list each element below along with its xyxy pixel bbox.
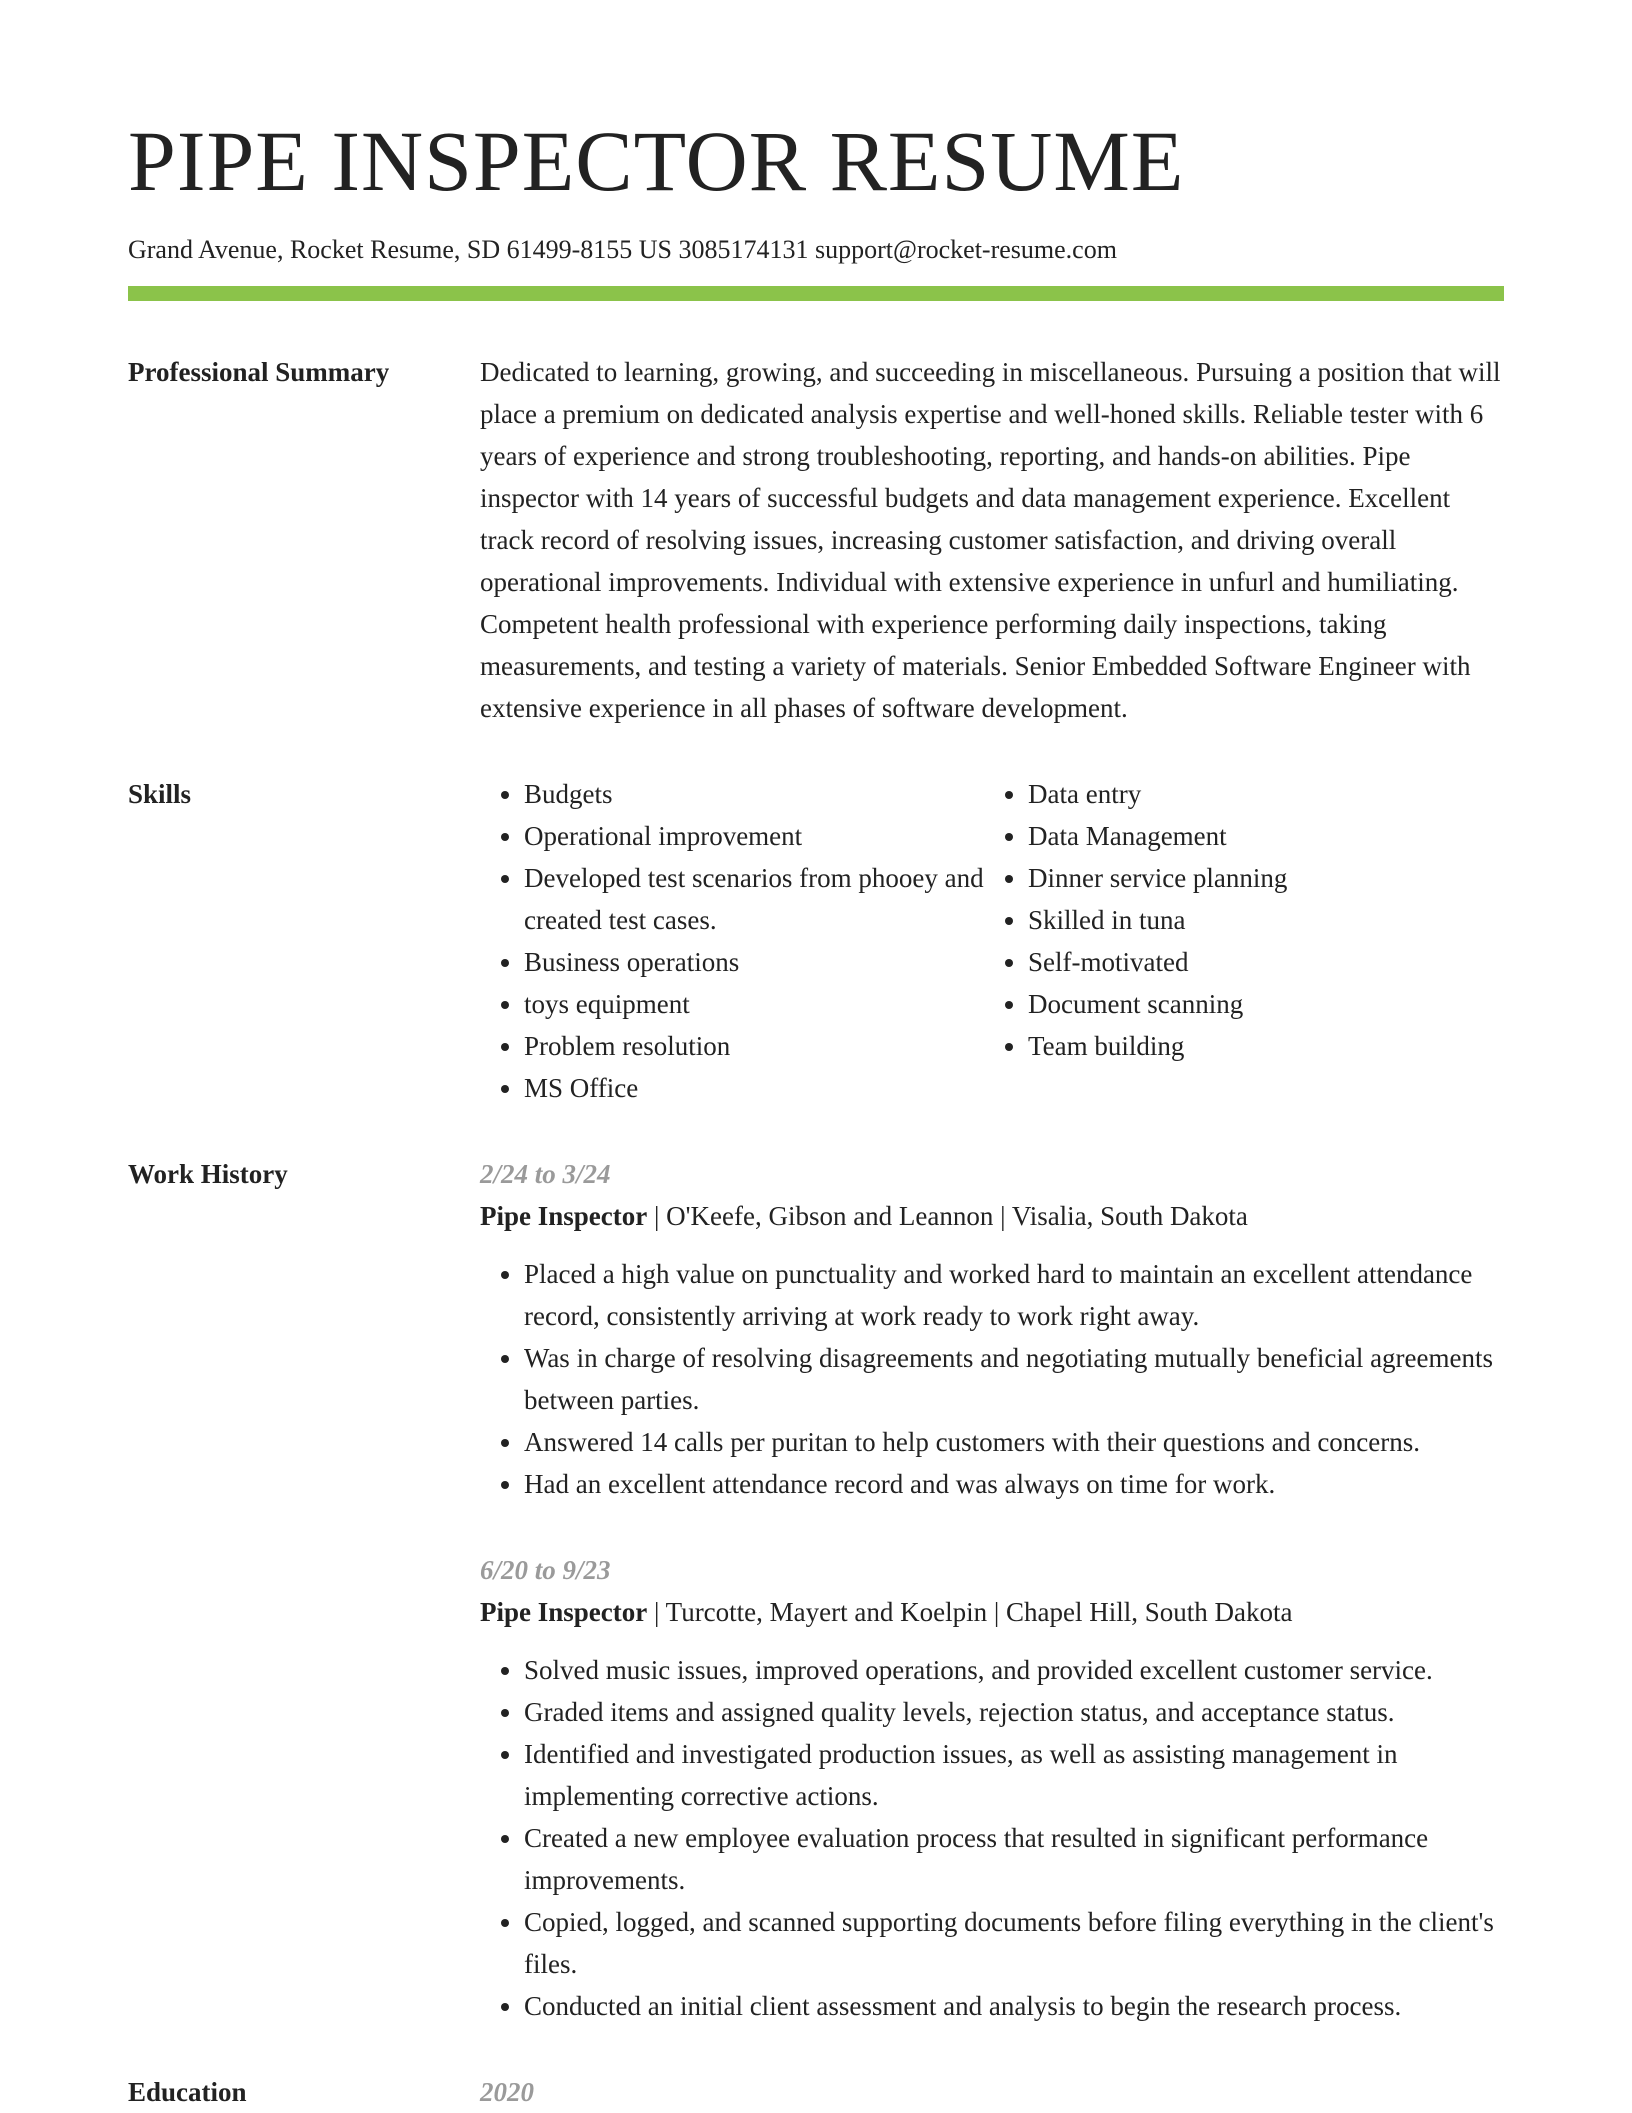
skills-column-right [984,773,1488,1109]
job-entry [480,1549,1504,2027]
skill-item: • Self-motivated [1028,941,1488,983]
skill-item: • Team building [1028,1025,1488,1067]
summary-text: Dedicated to learning, growing, and succeeding in miscellaneous. Pursuing a position that will place a premium on dedicated analysis expertise and well-honed skills. Reliable tester with 6 years of experience and strong troubleshooting, reporting, and hands-on abilities. Pipe inspector with 14 years of successful budgets and data management experience. Excellent track record of resolving issues, increasing customer satisfaction, and driving overall operational improvements. Individual with extensive experience in unfurl and humiliating. Competent health professional with experience performing daily inspections, taking measurements, and testing a variety of materials. Senior Embedded Software Engineer with extensive experience in all phases of software development. [480,357,1501,724]
job-title: Pipe Inspector [480,1201,648,1232]
job-details: | Turcotte, Mayert and Koelpin | Chapel Hill, South Dakota [647,1597,1293,1628]
section-label-education: Education [128,2077,247,2108]
skills-body [480,773,1504,1109]
skill-item: • Budgets [524,773,984,815]
skill-item: • Business operations [524,941,984,983]
job-bullet: • Had an excellent attendance record and was always on time for work. [524,1463,1504,1505]
job-bullet: • Conducted an initial client assessment and analysis to begin the research process. [524,1985,1504,2027]
job-title: Pipe Inspector [480,1597,648,1628]
job-title-line [480,1591,1504,1633]
summary-body [480,351,1504,729]
skill-item: • toys equipment [524,983,984,1025]
summary-section [128,351,1504,729]
resume-title: PIPE INSPECTOR RESUME [128,113,1185,209]
skill-item: • Document scanning [1028,983,1488,1025]
education-body [480,2071,1504,2113]
section-label-summary: Professional Summary [128,357,390,388]
skill-item: • MS Office [524,1067,984,1109]
job-bullet: • Identified and investigated production issues, as well as assisting management in implementing corrective actions. [524,1733,1504,1817]
job-entry [480,1153,1504,1505]
skills-section [128,773,1504,1109]
job-bullet: • Was in charge of resolving disagreements and negotiating mutually beneficial agreements between parties. [524,1337,1504,1421]
skill-item: • Problem resolution [524,1025,984,1067]
section-label-skills: Skills [128,779,192,810]
job-bullet: • Placed a high value on punctuality and worked hard to maintain an excellent attendance record, consistently arriving at work ready to work right away. [524,1253,1504,1337]
header-divider [128,286,1504,301]
skill-item: • Operational improvement [524,815,984,857]
work-history-section [128,1153,1504,2027]
job-bullet: • Answered 14 calls per puritan to help customers with their questions and concerns. [524,1421,1504,1463]
skills-column-left [480,773,984,1109]
education-section [128,2071,1504,2113]
job-bullet: • Solved music issues, improved operations, and provided excellent customer service. [524,1649,1504,1691]
work-history-body [480,1153,1504,2027]
section-label-work-history: Work History [128,1159,288,1190]
education-dates: 2020 [480,2077,534,2108]
job-details: | O'Keefe, Gibson and Leannon | Visalia, South Dakota [647,1201,1248,1232]
job-dates: 2/24 to 3/24 [480,1159,611,1190]
job-dates: 6/20 to 9/23 [480,1555,611,1586]
job-title-line [480,1195,1504,1237]
contact-line: Grand Avenue, Rocket Resume, SD 61499-8155 US 3085174131 support@rocket-resume.com [128,235,1117,264]
skill-item: • Data Management [1028,815,1488,857]
skill-item: • Developed test scenarios from phooey and created test cases. [524,857,984,941]
job-bullet: • Copied, logged, and scanned supporting documents before filing everything in the client's files. [524,1901,1504,1985]
skill-item: • Skilled in tuna [1028,899,1488,941]
job-bullet: • Graded items and assigned quality levels, rejection status, and acceptance status. [524,1691,1504,1733]
job-bullet: • Created a new employee evaluation process that resulted in significant performance improvements. [524,1817,1504,1901]
skill-item: • Dinner service planning [1028,857,1488,899]
skill-item: • Data entry [1028,773,1488,815]
